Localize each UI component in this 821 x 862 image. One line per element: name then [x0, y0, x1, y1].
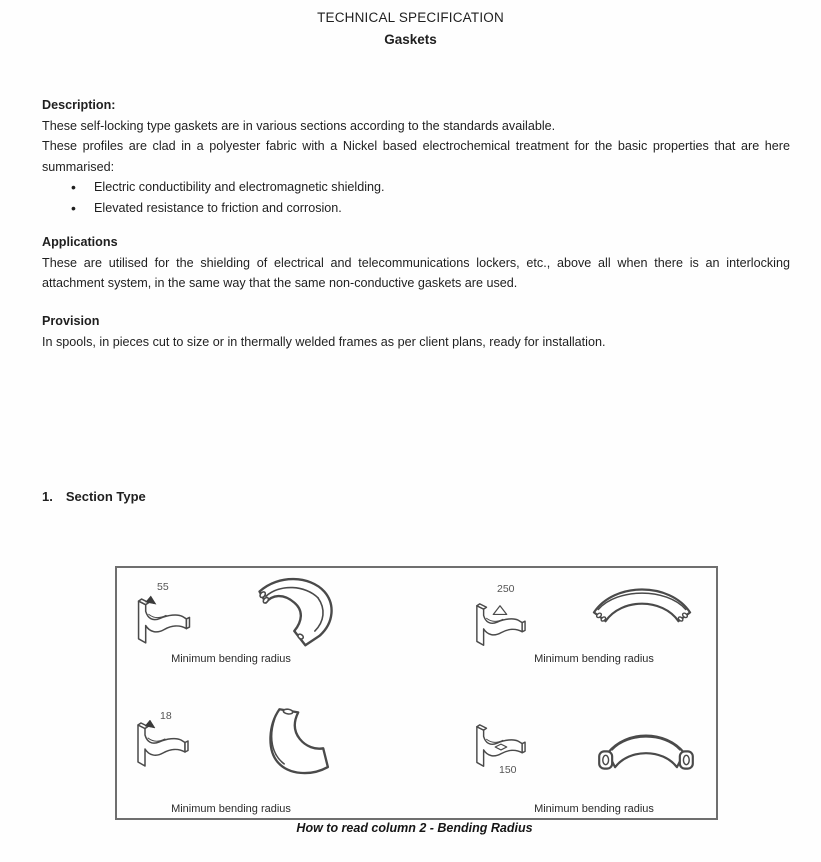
- radius-triangle-marker: [493, 606, 506, 615]
- bending-radius-value: 150: [499, 764, 517, 776]
- quadrant-caption: Minimum bending radius: [171, 653, 291, 665]
- gasket-profile-drawing: [466, 600, 534, 653]
- quadrant-caption: Minimum bending radius: [171, 803, 291, 815]
- gasket-profile-drawing: [466, 721, 534, 774]
- figure-quadrant-3: [117, 694, 416, 819]
- description-section: [42, 95, 790, 218]
- figure-quadrant-2: [417, 568, 716, 693]
- quadrant-caption: Minimum bending radius: [534, 803, 654, 815]
- section-number: 1.: [42, 489, 53, 504]
- figure-quadrant-4: [417, 694, 716, 819]
- bent-gasket-drawing: [242, 571, 345, 650]
- figure-caption: How to read column 2 - Bending Radius: [296, 821, 533, 835]
- description-paragraph-1: These self-locking type gaskets are in various sections according to the standards available.: [42, 118, 556, 133]
- section-title: Section Type: [65, 489, 146, 504]
- section-type-figure: [115, 566, 718, 820]
- description-bullet-list: [42, 177, 790, 218]
- provision-heading: Provision: [42, 314, 100, 328]
- provision-paragraph: In spools, in pieces cut to size or in thermally welded frames as per client plans, ready for installation.: [42, 334, 606, 349]
- provision-section: [42, 311, 790, 352]
- description-heading: Description:: [42, 98, 116, 112]
- bent-gasket-drawing: [245, 703, 335, 785]
- bent-gasket-drawing: [591, 724, 701, 778]
- gasket-profile-drawing: [127, 719, 197, 774]
- description-paragraph-2: These profiles are clad in a polyester fabric with a Nickel based electrochemical treatment for the basic properties that are here summarised:: [42, 139, 790, 174]
- figure-quadrant-1: [117, 568, 416, 693]
- quadrant-caption: Minimum bending radius: [534, 653, 654, 665]
- gasket-profile-drawing: [127, 595, 199, 651]
- bending-radius-value: 55: [157, 581, 169, 593]
- bending-radius-value: 250: [497, 583, 515, 595]
- bent-gasket-drawing: [583, 576, 701, 627]
- document-title: TECHNICAL SPECIFICATION: [317, 10, 504, 25]
- bullet-item: • Elevated resistance to friction and corrosion.: [42, 198, 790, 219]
- applications-section: [42, 232, 790, 294]
- bullet-item: • Electric conductibility and electromagnetic shielding.: [42, 177, 790, 198]
- applications-heading: Applications: [42, 235, 118, 249]
- section-1-heading: [42, 489, 146, 504]
- bending-radius-value: 18: [160, 710, 172, 722]
- document-subtitle: Gaskets: [384, 32, 437, 47]
- applications-paragraph: These are utilised for the shielding of electrical and telecommunications lockers, etc., above all when there is an interlocking attachment system, in the same way that the same non-conductive gaskets are used.: [42, 255, 790, 290]
